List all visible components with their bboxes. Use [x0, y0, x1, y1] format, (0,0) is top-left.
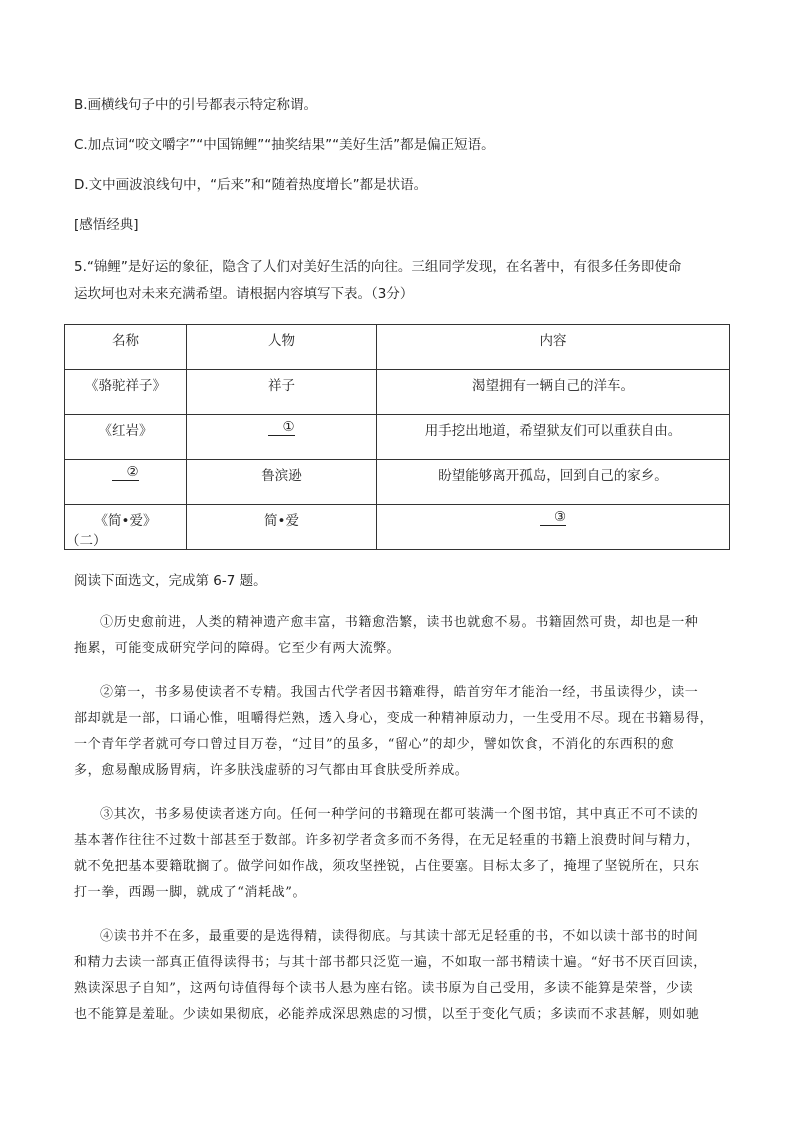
cell-content: 用手挖出地道，希望狱友们可以重获自由。	[377, 415, 730, 460]
cell-book-title: 《红岩》	[65, 415, 187, 460]
option-d: D.文中画波浪线句中，“后来”和“随着热度增长”都是状语。	[74, 177, 428, 193]
passage-line: 和精力去读一部真正值得读得书；与其十部书都只泛览一遍，不如取一部书精读十遍。“好书不厌百回读，	[74, 955, 707, 970]
cell-character: 简•爱	[187, 505, 377, 550]
passage-line: 基本著作往往不过数十部甚至于数部。许多初学者贪多而不务得，在无足轻重的书籍上浪费时间与精力，	[74, 833, 700, 848]
question-5-line-1: 5.“锦鲤”是好运的象征，隐含了人们对美好生活的向往。三组同学发现，在名著中，有很多任务即使命	[74, 259, 682, 275]
cell-content	[377, 505, 730, 550]
passage-line: 就不免把基本要籍耽搁了。做学问如作战，须攻坚挫锐，占住要塞。目标太多了，掩埋了坚锐所在，只东	[74, 859, 700, 874]
header-content: 内容	[377, 325, 730, 370]
cell-book-title: 《骆驼祥子》	[65, 370, 187, 415]
reading-instruction: 阅读下面选文，完成第 6-7 题。	[74, 573, 267, 589]
cell-book-title: 《简•爱》	[65, 505, 187, 550]
cell-character: 鲁滨逊	[187, 460, 377, 505]
passage-line: 拖累，可能变成研究学问的障碍。它至少有两大流弊。	[74, 641, 401, 656]
passage-line: 一个青年学者就可夸口曾过目万卷，“过目”的虽多，“留心”的却少，譬如饮食，不消化的东西积的愈	[74, 737, 675, 752]
cell-content: 渴望拥有一辆自己的洋车。	[377, 370, 730, 415]
passage-line: ③其次，书多易使读者迷方向。任何一种学问的书籍现在都可装满一个图书馆，其中真正不可不读的	[100, 807, 699, 822]
passage-line: ②第一，书多易使读者不专精。我国古代学者因书籍难得，皓首穷年才能治一经，书虽读得少，读一	[100, 685, 699, 700]
question-5-line-2: 运坎坷也对未来充满希望。请根据内容填写下表。（3分）	[74, 286, 414, 302]
table-row	[65, 370, 730, 415]
cell-content: 盼望能够离开孤岛，回到自己的家乡。	[377, 460, 730, 505]
passage-line: 多，愈易酿成肠胃病，许多肤浅虚骄的习气都由耳食肤受所养成。	[74, 763, 469, 778]
cell-character: 祥子	[187, 370, 377, 415]
table-row	[65, 415, 730, 460]
answer-blank-3[interactable]: ③	[540, 509, 566, 526]
table-row	[65, 505, 730, 550]
passage-line: 熟读深思子自知”，这两句诗值得每个读书人悬为座右铭。读书原为自己受用，多读不能算是荣誉，少读	[74, 981, 694, 996]
table-row	[65, 460, 730, 505]
cell-character	[187, 415, 377, 460]
passage-line: ④读书并不在多，最重要的是选得精，读得彻底。与其读十部无足轻重的书，不如以读十部书的时间	[100, 929, 699, 944]
fill-in-table	[64, 324, 730, 550]
header-character: 人物	[187, 325, 377, 370]
passage-line: 也不能算是羞耻。少读如果彻底，必能养成深思熟虑的习惯，以至于变化气质；多读而不求甚解，则如驰	[74, 1007, 700, 1022]
passage-line: ①历史愈前进，人类的精神遗产愈丰富，书籍愈浩繁，读书也就愈不易。书籍固然可贵，却也是一种	[100, 615, 699, 630]
part-two-heading: （二）	[66, 533, 107, 549]
passage-line: 部却就是一部，口诵心惟，咀嚼得烂熟，透入身心，变成一种精神原动力，一生受用不尽。现在书籍易得，	[74, 711, 714, 726]
answer-blank-2[interactable]: ②	[112, 464, 138, 481]
answer-blank-1[interactable]: ①	[268, 419, 294, 436]
table-header-row	[65, 325, 730, 370]
header-name: 名称	[65, 325, 187, 370]
option-b: B.画横线句子中的引号都表示特定称谓。	[74, 97, 318, 113]
option-c: C.加点词“咬文嚼字”“中国锦鲤”“抽奖结果”“美好生活”都是偏正短语。	[74, 137, 495, 153]
cell-book-title	[65, 460, 187, 505]
section-heading: [感悟经典]	[74, 217, 139, 233]
passage-line: 打一拳，西踢一脚，就成了“消耗战”。	[74, 885, 307, 900]
